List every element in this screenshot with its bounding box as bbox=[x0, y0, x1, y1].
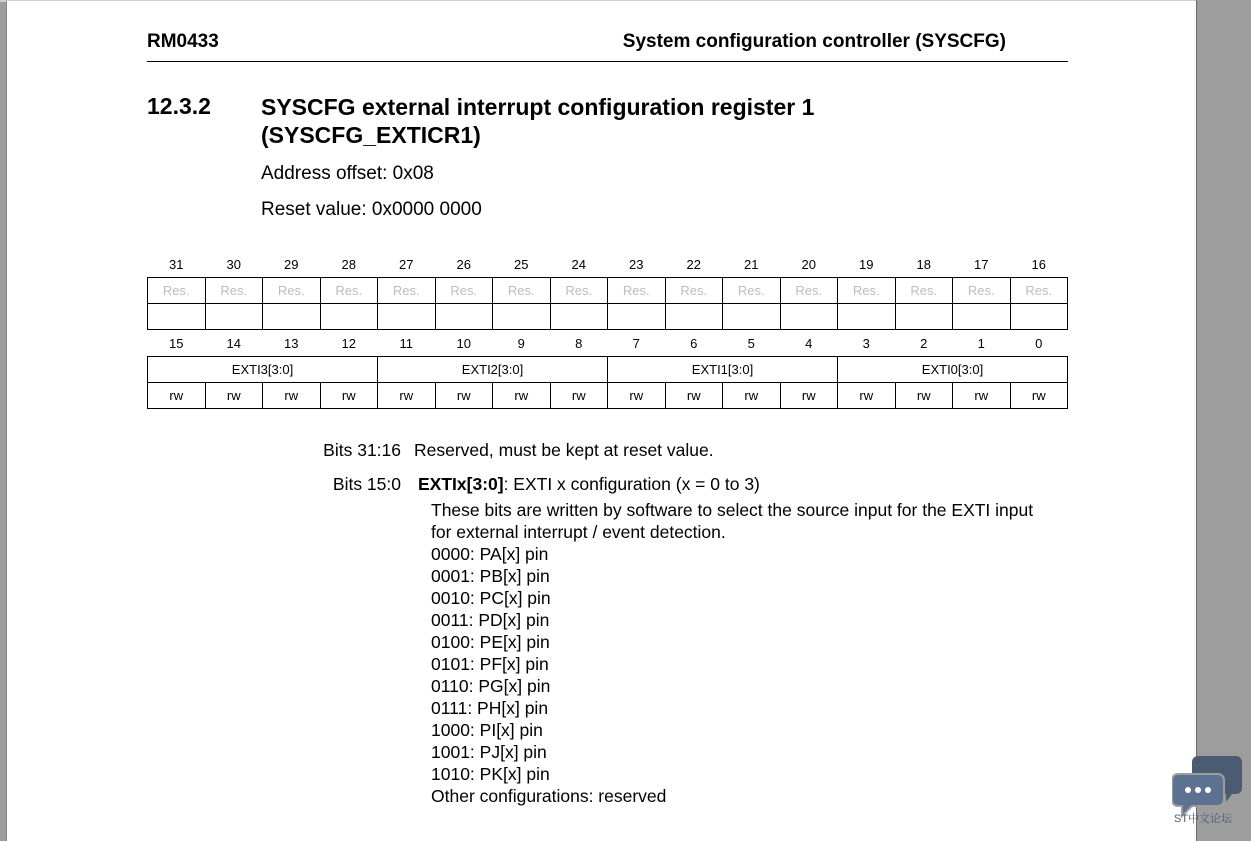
bits-15-0-summary bbox=[418, 474, 760, 495]
bit-number: 25 bbox=[514, 256, 529, 272]
viewer-background bbox=[1195, 0, 1251, 833]
reserved-field: Res. bbox=[723, 278, 781, 304]
bit-number: 2 bbox=[920, 335, 928, 351]
bit-number: 17 bbox=[974, 256, 989, 272]
bit-number: 0 bbox=[1035, 335, 1043, 351]
bit-number: 20 bbox=[801, 256, 816, 272]
exti0-field: EXTI0[3:0] bbox=[838, 357, 1068, 383]
option-line: 1001: PJ[x] pin bbox=[431, 742, 547, 762]
access-cell: rw bbox=[665, 383, 723, 409]
reserved-field: Res. bbox=[608, 278, 666, 304]
address-offset: Address offset: 0x08 bbox=[261, 163, 434, 184]
chapter-title: System configuration controller (SYSCFG) bbox=[622, 31, 1006, 52]
access-cell: rw bbox=[493, 383, 551, 409]
access-cell bbox=[665, 304, 723, 330]
reserved-field: Res. bbox=[838, 278, 896, 304]
access-cell: rw bbox=[1010, 383, 1068, 409]
access-cell bbox=[493, 304, 551, 330]
reserved-field: Res. bbox=[550, 278, 608, 304]
access-cell: rw bbox=[263, 383, 321, 409]
access-cell bbox=[953, 304, 1011, 330]
bit-number: 28 bbox=[341, 256, 356, 272]
access-cell: rw bbox=[723, 383, 781, 409]
reserved-field: Res. bbox=[205, 278, 263, 304]
access-cell bbox=[780, 304, 838, 330]
access-cell: rw bbox=[895, 383, 953, 409]
bit-number: 21 bbox=[744, 256, 759, 272]
bit-number: 6 bbox=[690, 335, 698, 351]
option-line: 0001: PB[x] pin bbox=[431, 566, 550, 586]
bit-number: 18 bbox=[916, 256, 931, 272]
option-line: 1010: PK[x] pin bbox=[431, 764, 550, 784]
bit-number: 16 bbox=[1031, 256, 1046, 272]
option-line: 1000: PI[x] pin bbox=[431, 720, 543, 740]
bit-number: 30 bbox=[226, 256, 241, 272]
desc-line: for external interrupt / event detection. bbox=[431, 522, 726, 542]
access-cell: rw bbox=[205, 383, 263, 409]
access-cell: rw bbox=[320, 383, 378, 409]
access-cell bbox=[148, 304, 206, 330]
bit-number: 22 bbox=[686, 256, 701, 272]
bits-range-31-16: Bits 31:16 bbox=[323, 440, 401, 460]
option-line: 0000: PA[x] pin bbox=[431, 544, 549, 564]
bit-number: 9 bbox=[517, 335, 525, 351]
bit-number: 3 bbox=[862, 335, 870, 351]
access-cell bbox=[550, 304, 608, 330]
other-line: Other configurations: reserved bbox=[431, 786, 667, 806]
option-line: 0100: PE[x] pin bbox=[431, 632, 550, 652]
access-cell: rw bbox=[435, 383, 493, 409]
bit-number: 27 bbox=[399, 256, 414, 272]
header-rule bbox=[147, 61, 1068, 62]
bit-number: 29 bbox=[284, 256, 299, 272]
access-cell bbox=[435, 304, 493, 330]
exti-field-row bbox=[148, 357, 1068, 383]
option-line: 0010: PC[x] pin bbox=[431, 588, 551, 608]
bit-number: 23 bbox=[629, 256, 644, 272]
section-title-line1: SYSCFG external interrupt configuration register 1 bbox=[261, 94, 815, 120]
access-cell bbox=[895, 304, 953, 330]
reserved-field: Res. bbox=[435, 278, 493, 304]
bit-number: 31 bbox=[169, 256, 184, 272]
access-cell bbox=[723, 304, 781, 330]
reserved-field: Res. bbox=[148, 278, 206, 304]
bit-number: 14 bbox=[226, 335, 241, 351]
bit-number: 12 bbox=[341, 335, 356, 351]
access-row-empty bbox=[148, 304, 1068, 330]
reset-value: Reset value: 0x0000 0000 bbox=[261, 199, 482, 220]
doc-id: RM0433 bbox=[147, 31, 219, 52]
access-cell bbox=[205, 304, 263, 330]
document-page bbox=[6, 1, 1197, 841]
bit-number: 10 bbox=[456, 335, 471, 351]
access-cell bbox=[378, 304, 436, 330]
reserved-field: Res. bbox=[320, 278, 378, 304]
reserved-field: Res. bbox=[263, 278, 321, 304]
bit-number: 15 bbox=[169, 335, 184, 351]
section-number: 12.3.2 bbox=[147, 93, 211, 119]
option-line: 0110: PG[x] pin bbox=[431, 676, 551, 696]
field-description bbox=[431, 499, 1033, 807]
access-cell bbox=[320, 304, 378, 330]
access-cell: rw bbox=[550, 383, 608, 409]
bit-number: 26 bbox=[456, 256, 471, 272]
bit-number: 13 bbox=[284, 335, 299, 351]
option-line: 0111: PH[x] pin bbox=[431, 698, 549, 718]
bit-number: 4 bbox=[805, 335, 813, 351]
reserved-field: Res. bbox=[895, 278, 953, 304]
reserved-field: Res. bbox=[1010, 278, 1068, 304]
field-summary: : EXTI x configuration (x = 0 to 3) bbox=[503, 474, 760, 494]
access-cell: rw bbox=[780, 383, 838, 409]
access-row bbox=[148, 383, 1068, 409]
bit-number: 5 bbox=[747, 335, 755, 351]
bit-number: 19 bbox=[859, 256, 874, 272]
exti2-field: EXTI2[3:0] bbox=[378, 357, 608, 383]
option-line: 0011: PD[x] pin bbox=[431, 610, 550, 630]
access-cell: rw bbox=[148, 383, 206, 409]
bit-number: 24 bbox=[571, 256, 586, 272]
bit-number-row bbox=[148, 330, 1068, 357]
field-name: EXTIx[3:0] bbox=[418, 474, 504, 494]
register-upper-table bbox=[147, 251, 1068, 409]
access-cell: rw bbox=[608, 383, 666, 409]
bit-number: 7 bbox=[632, 335, 640, 351]
exti1-field: EXTI1[3:0] bbox=[608, 357, 838, 383]
bit-number: 8 bbox=[575, 335, 583, 351]
access-cell: rw bbox=[378, 383, 436, 409]
access-cell bbox=[838, 304, 896, 330]
access-cell: rw bbox=[838, 383, 896, 409]
section-title-line2: (SYSCFG_EXTICR1) bbox=[261, 122, 481, 148]
reserved-field: Res. bbox=[780, 278, 838, 304]
watermark-text: ST中文论坛 bbox=[1174, 813, 1233, 825]
bits-range-15-0: Bits 15:0 bbox=[332, 474, 401, 494]
reserved-field-row bbox=[148, 278, 1068, 304]
desc-line: These bits are written by software to select the source input for the EXTI input bbox=[431, 500, 1034, 520]
access-cell bbox=[263, 304, 321, 330]
reserved-field: Res. bbox=[953, 278, 1011, 304]
option-line: 0101: PF[x] pin bbox=[431, 654, 549, 674]
reserved-field: Res. bbox=[665, 278, 723, 304]
reserved-field: Res. bbox=[493, 278, 551, 304]
reserved-field: Res. bbox=[378, 278, 436, 304]
bit-number-row bbox=[148, 251, 1068, 278]
access-cell bbox=[1010, 304, 1068, 330]
access-cell bbox=[608, 304, 666, 330]
bits-31-16-desc: Reserved, must be kept at reset value. bbox=[414, 440, 714, 460]
bit-number: 1 bbox=[977, 335, 985, 351]
bit-number: 11 bbox=[399, 335, 413, 351]
access-cell: rw bbox=[953, 383, 1011, 409]
exti3-field: EXTI3[3:0] bbox=[148, 357, 378, 383]
section-title bbox=[261, 93, 961, 149]
